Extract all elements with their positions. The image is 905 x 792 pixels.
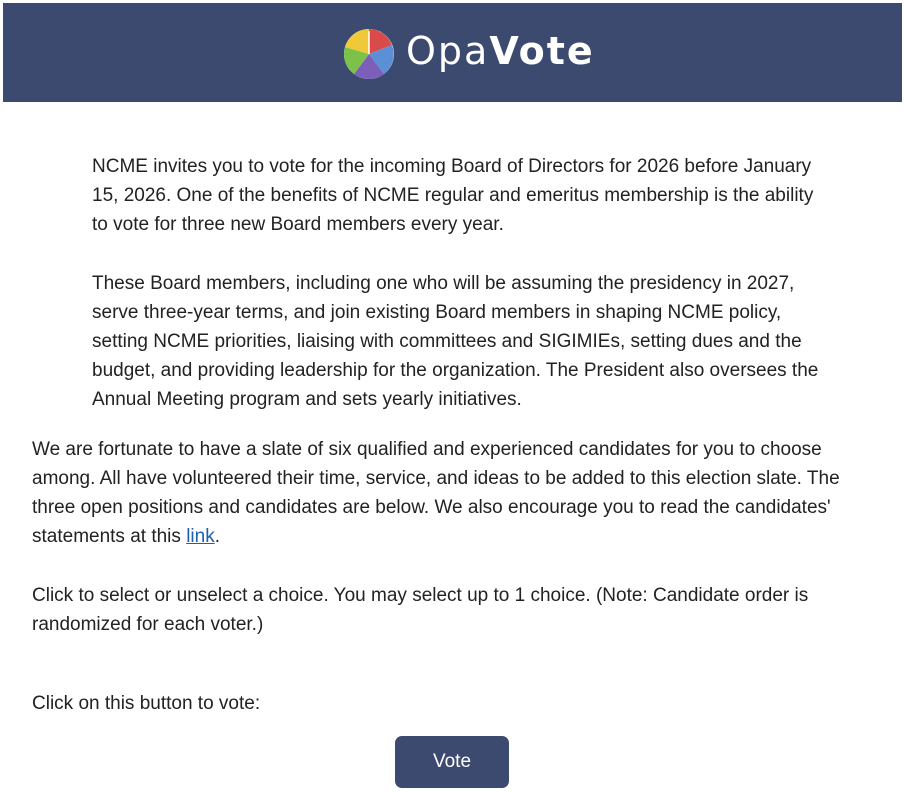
opavote-logo-icon: [342, 27, 396, 81]
vote-button[interactable]: Vote: [395, 736, 509, 788]
intro-paragraph: NCME invites you to vote for the incoming Board of Directors for 2026 before January 15, 2026. One of the benefits of NCME regular and emeritus membership is the ability to vote for three new Board members every year.: [92, 156, 814, 235]
slate-end: .: [214, 526, 220, 547]
opavote-wordmark: [406, 29, 595, 73]
opavote-logo: [342, 21, 595, 87]
opavote-header: [3, 3, 902, 102]
instructions-paragraph: Click to select or unselect a choice. You may select up to 1 choice. (Note: Candidate order is randomized for each voter.): [32, 585, 809, 635]
slate-paragraph: [32, 435, 877, 551]
board-info-paragraph: These Board members, including one who will be assuming the presidency in 2027, serve three-year terms, and join existing Board members in shaping NCME policy, setting NCME priorities, liaising with committees and SIGIMIEs, setting dues and the budget, and providing leadership for the organization. The President also oversees the Annual Meeting program and sets yearly initiatives.: [92, 273, 819, 410]
statements-link[interactable]: link: [186, 526, 215, 547]
brand-bold: Vote: [489, 29, 595, 73]
brand-light: Opa: [406, 29, 490, 73]
vote-prompt: Click on this button to vote:: [32, 693, 261, 714]
slate-text: We are fortunate to have a slate of six qualified and experienced candidates for you to choose among. All have volunteered their time, service, and ideas to be added to this election slate. The three open positions and candidates are below. We also encourage you to read the candidates' statements at this: [32, 439, 840, 547]
